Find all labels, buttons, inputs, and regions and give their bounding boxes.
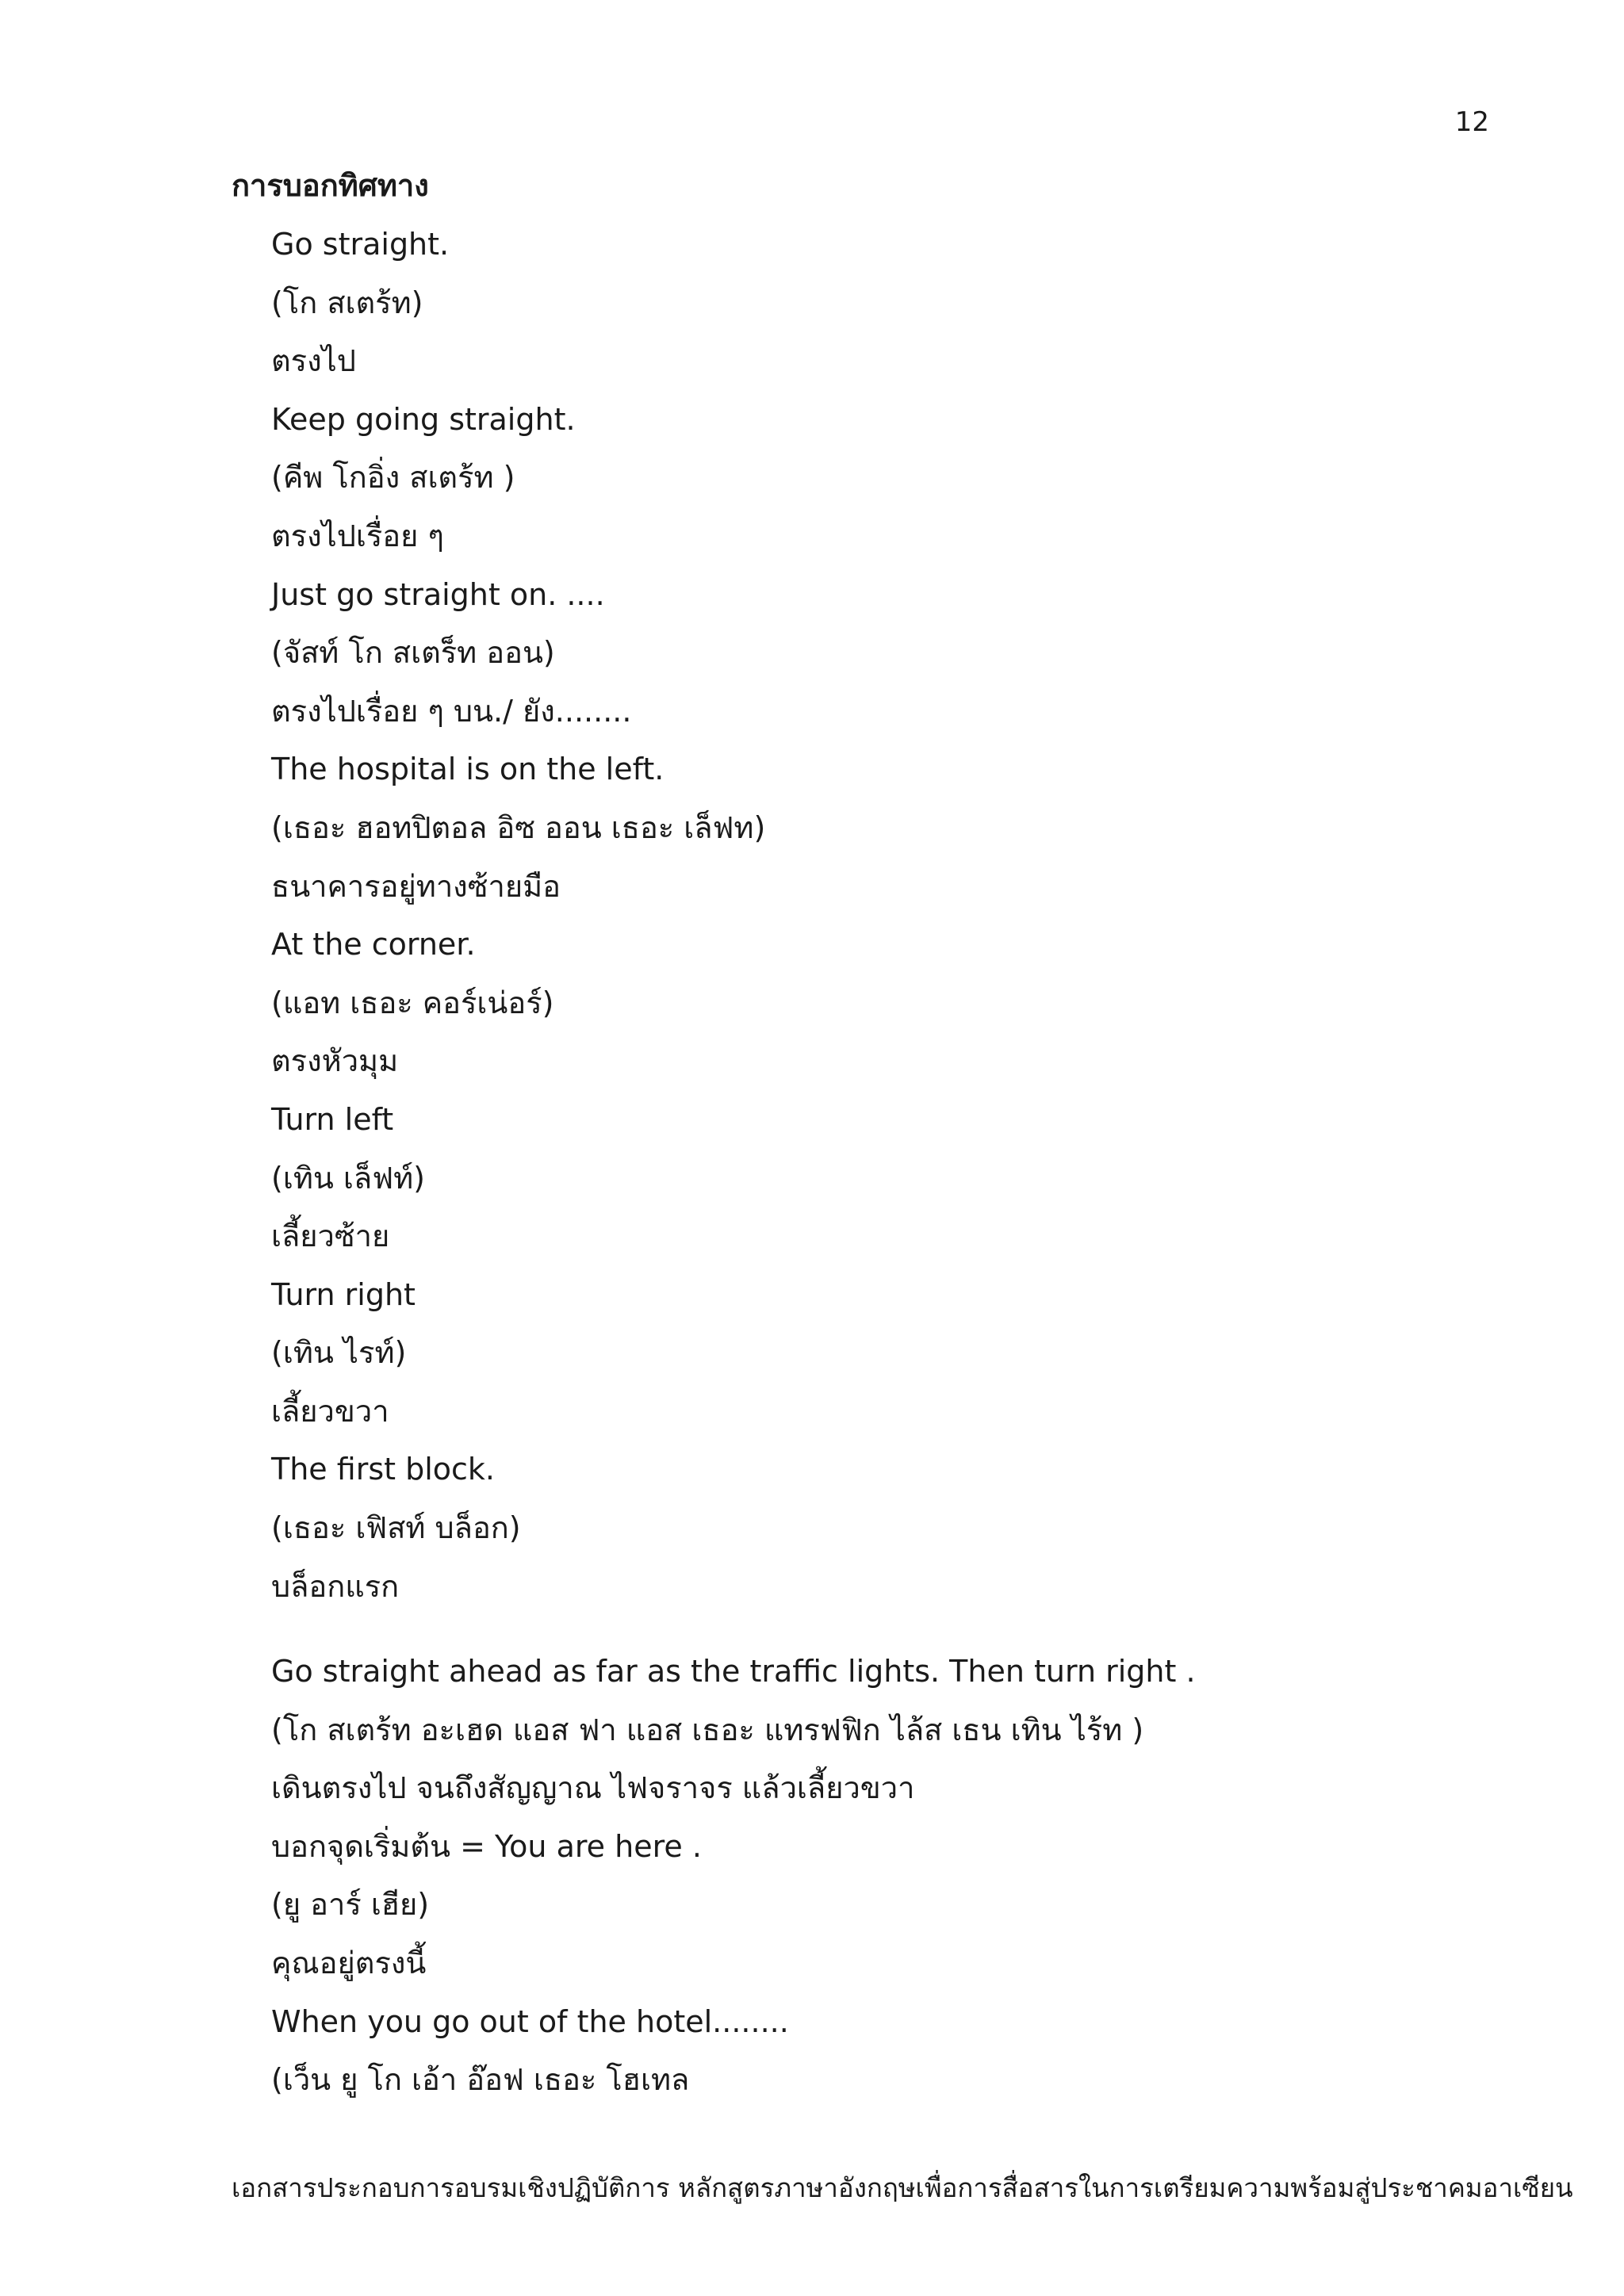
phrase-line: Turn left xyxy=(271,1101,394,1137)
phrase-line: เลี้ยวซ้าย xyxy=(271,1219,390,1254)
phrase-line: บอกจุดเริ่มต้น = You are here . xyxy=(271,1828,702,1864)
phrase-line: Go straight. xyxy=(271,227,450,262)
phrase-line: (เธอะ เฟิสท์ บล็อก) xyxy=(271,1510,521,1546)
phrase-line: (แอท เธอะ คอร์เน่อร์) xyxy=(271,985,554,1020)
phrase-line: Turn right xyxy=(271,1276,416,1312)
phrase-line: ตรงไป xyxy=(271,343,356,379)
phrase-list-1 xyxy=(271,225,765,1625)
phrase-line: ธนาคารอยู่ทางซ้ายมือ xyxy=(271,868,561,904)
phrase-line: เลี้ยวขวา xyxy=(271,1393,389,1429)
phrase-list-2 xyxy=(271,1652,1196,2119)
phrase-line: เดินตรงไป จนถึงสัญญาณ ไฟจราจร แล้วเลี้ยวขวา xyxy=(271,1770,915,1806)
phrase-line: คุณอยู่ตรงนี้ xyxy=(271,1945,427,1980)
phrase-line: The first block. xyxy=(271,1452,495,1487)
page-footer: เอกสารประกอบการอบรมเชิงปฏิบัติการ หลักสูตรภาษาอังกฤษเพื่อการสื่อสารในการเตรียมความพร้อมสู่ประชาคมอาเซียน xyxy=(232,2172,1573,2203)
phrase-line: (เทิน เล็ฟท์) xyxy=(271,1160,425,1196)
section-heading: การบอกทิศทาง xyxy=(232,168,429,203)
phrase-line: (เทิน ไรท์) xyxy=(271,1335,407,1371)
phrase-line: Just go straight on. .... xyxy=(271,576,605,612)
phrase-line: (โก สเตร้ท) xyxy=(271,285,423,320)
phrase-line: ตรงไปเรื่อย ๆ xyxy=(271,518,444,553)
phrase-line: บล็อกแรก xyxy=(271,1568,400,1604)
phrase-line: (โก สเตร้ท อะเฮด แอส ฟา แอส เธอะ แทรฟฟิก ไล้ส เธน เทิน ไร้ท ) xyxy=(271,1712,1144,1747)
phrase-line: (จัสท์ โก สเตร็ท ออน) xyxy=(271,635,555,671)
page-number: 12 xyxy=(1454,106,1489,138)
phrase-line: ตรงหัวมุม xyxy=(271,1043,399,1079)
phrase-line: (เธอะ ฮอทปิตอล อิซ ออน เธอะ เล็ฟท) xyxy=(271,809,766,845)
phrase-line: When you go out of the hotel........ xyxy=(271,2003,789,2039)
phrase-line: (เว็น ยู โก เอ้า อ๊อฟ เธอะ โฮเทล xyxy=(271,2062,690,2098)
phrase-line: Go straight ahead as far as the traffic lights. Then turn right . xyxy=(271,1654,1196,1689)
phrase-line: (ยู อาร์ เฮีย) xyxy=(271,1887,430,1923)
phrase-line: Keep going straight. xyxy=(271,401,576,437)
phrase-line: The hospital is on the left. xyxy=(271,752,665,787)
phrase-line: ตรงไปเรื่อย ๆ บน./ ยัง........ xyxy=(271,693,632,729)
phrase-line: (คีพ โกอิ่ง สเตร้ท ) xyxy=(271,460,515,496)
phrase-line: At the corner. xyxy=(271,927,476,962)
